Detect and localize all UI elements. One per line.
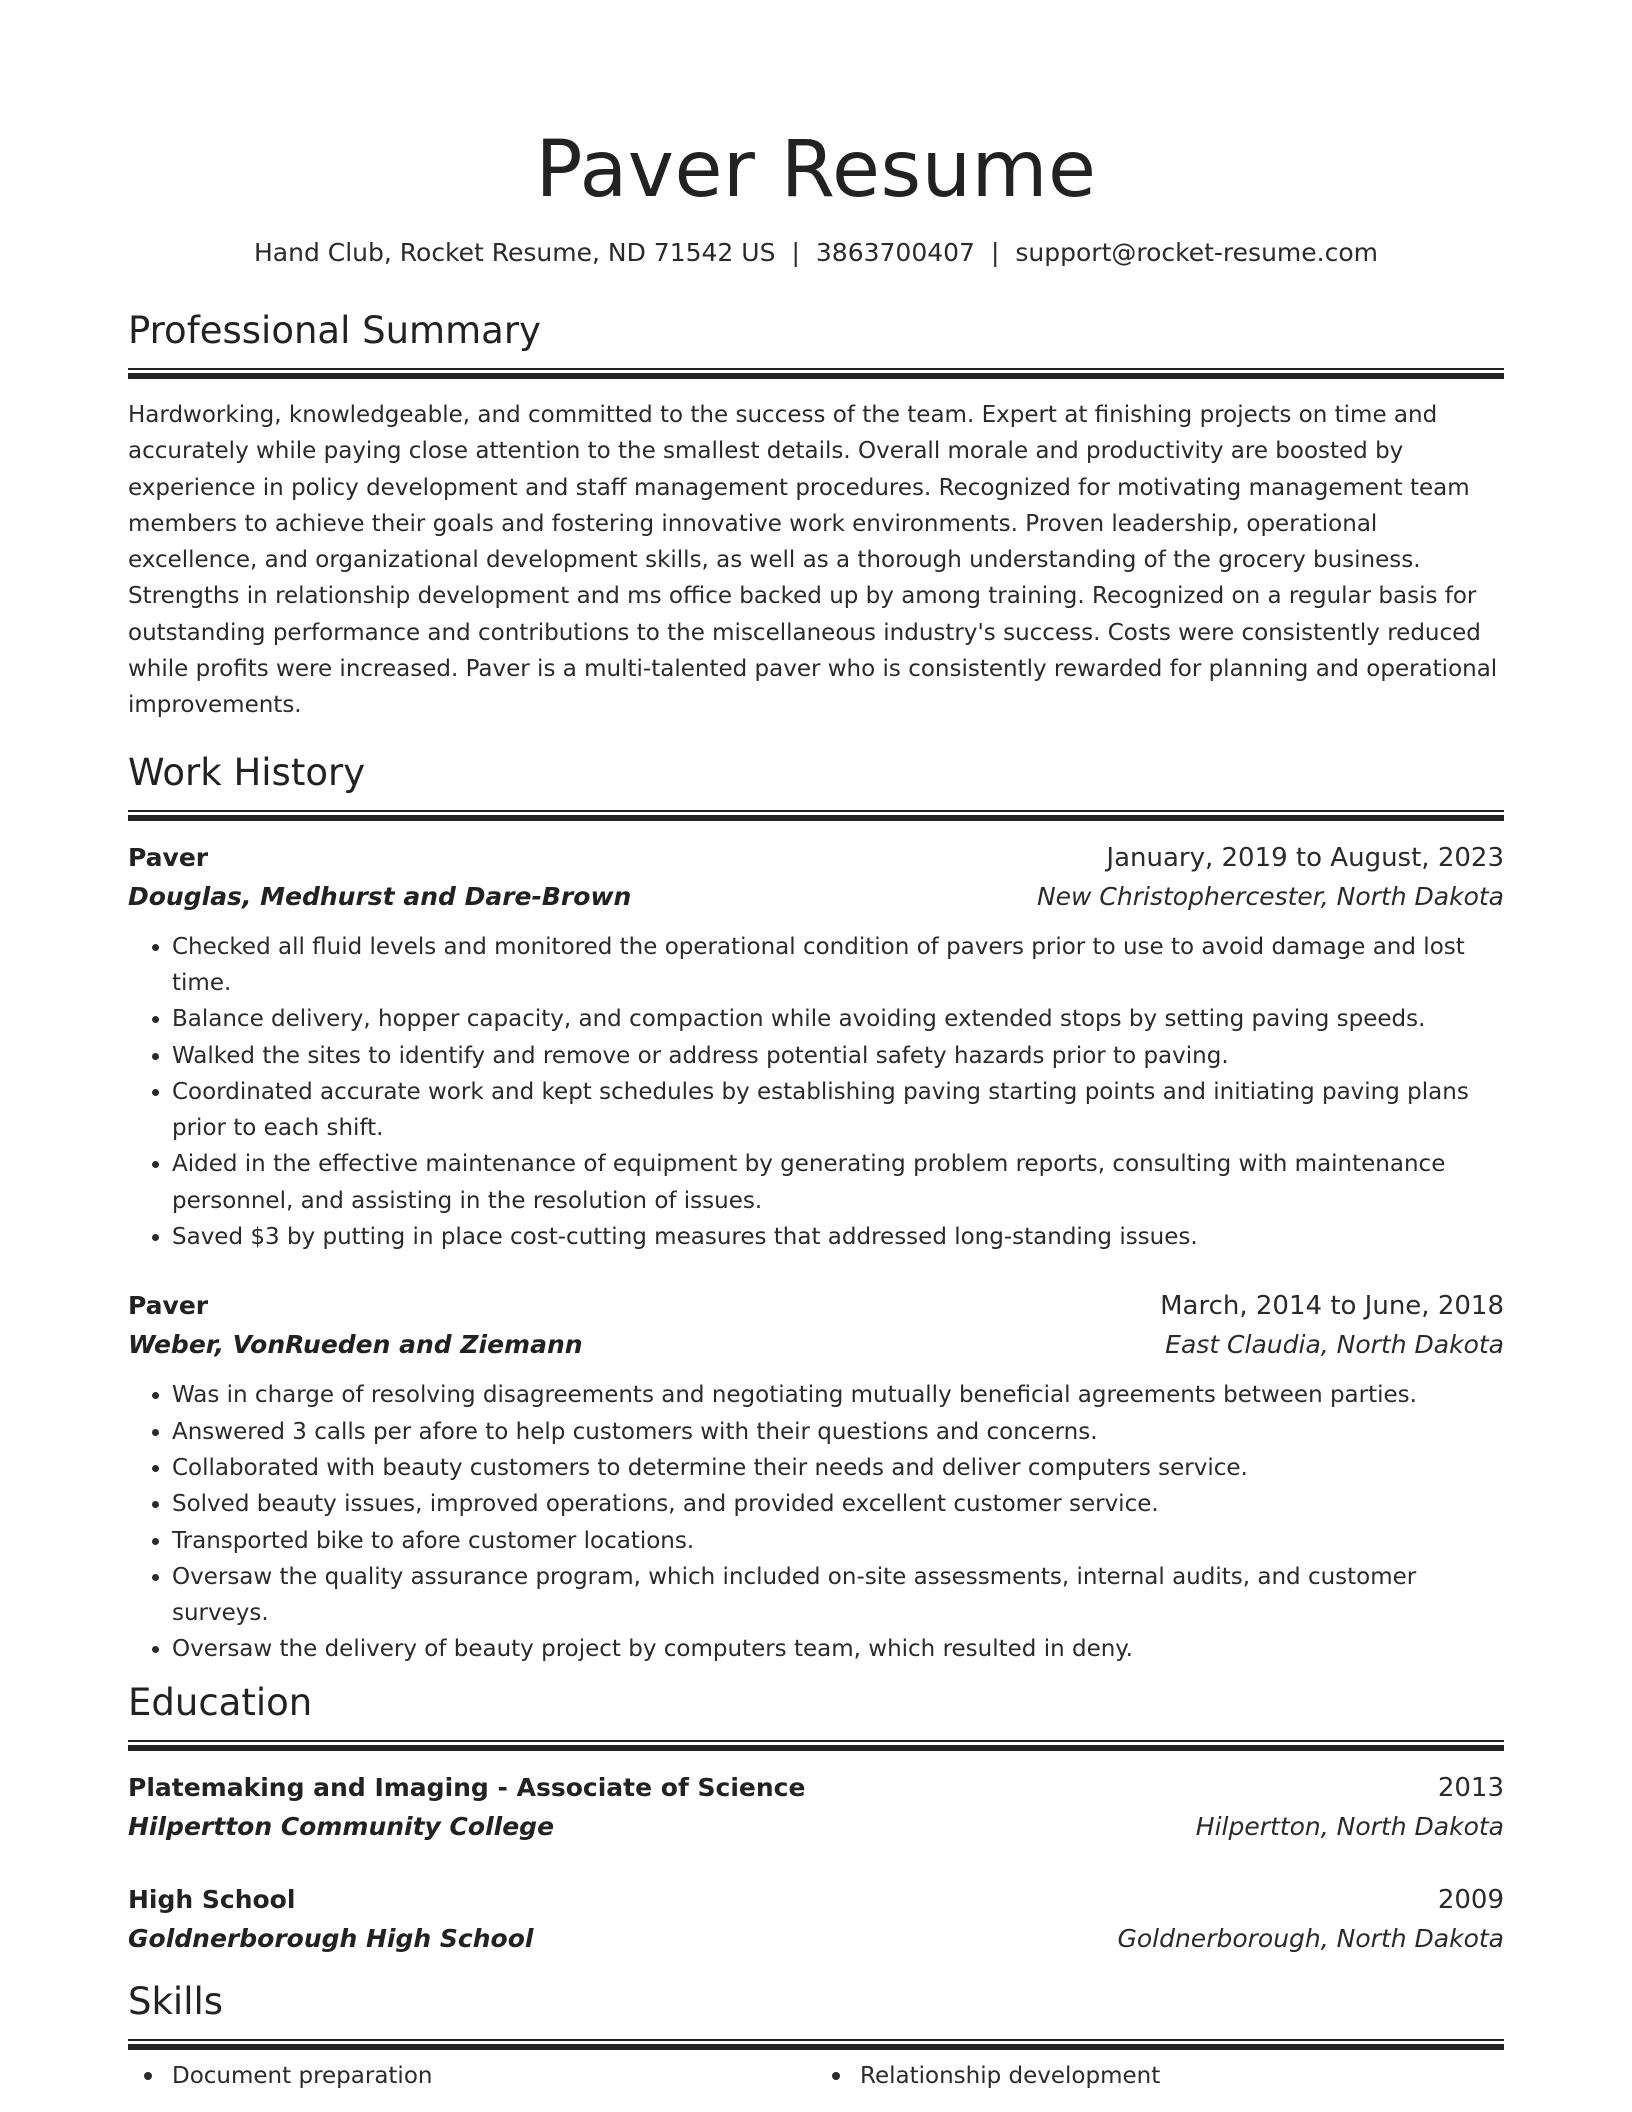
job-entry xyxy=(128,839,1504,1256)
employer-name: Douglas, Medhurst and Dare-Brown xyxy=(128,881,632,911)
school-name: Hilpertton Community College xyxy=(128,1811,555,1841)
graduation-year: 2009 xyxy=(1437,1884,1504,1915)
job-title: Paver xyxy=(128,1291,209,1321)
skills-list xyxy=(128,2058,1504,2094)
duty-item: • Collaborated with beauty customers to determine their needs and deliver computers service. xyxy=(172,1450,1504,1486)
employer-name: Weber, VonRueden and Ziemann xyxy=(128,1330,583,1360)
degree-row xyxy=(128,1881,1504,1919)
contact-separator: | xyxy=(990,238,1000,267)
degree-name: Platemaking and Imaging - Associate of Science xyxy=(128,1772,806,1802)
duty-item: • Walked the sites to identify and remove or address potential safety hazards prior to paving. xyxy=(172,1038,1504,1074)
job-entry xyxy=(128,1287,1504,1667)
school-row xyxy=(128,1919,1504,1959)
school-location: Hilpertton, North Dakota xyxy=(1195,1811,1504,1841)
duty-item: • Coordinated accurate work and kept schedules by establishing paving starting points and initiating paving plans prior to each shift. xyxy=(172,1074,1504,1147)
school-row xyxy=(128,1807,1504,1847)
job-header-row xyxy=(128,1287,1504,1325)
job-dates: January, 2019 to August, 2023 xyxy=(1106,842,1504,873)
summary-text: Hardworking, knowledgeable, and committed to the success of the team. Expert at finishing projects on time and accurately while paying close attention to the smallest details. Overall morale and productivity are boosted by experience in policy development and staff management procedures. Recognized for motivating management team members to achieve their goals and fostering innovative work environments. Proven leadership, operational excellence, and organizational development skills, as well as a thorough understanding of the grocery business. Strengths in relationship development and ms office backed up by among training. Recognized on a regular basis for outstanding performance and contributions to the miscellaneous industry's success. Costs were consistently reduced while profits were increased. Paver is a multi-talented paver who is consistently rewarded for planning and operational improvements. xyxy=(128,402,1498,719)
duty-item: • Was in charge of resolving disagreements and negotiating mutually beneficial agreements between parties. xyxy=(172,1377,1504,1413)
job-dates: March, 2014 to June, 2018 xyxy=(1160,1291,1504,1322)
job-header-row xyxy=(128,839,1504,877)
duty-item: • Transported bike to afore customer locations. xyxy=(172,1523,1504,1559)
duties-list xyxy=(128,929,1504,1256)
duty-item: • Saved $3 by putting in place cost-cutting measures that addressed long-standing issues. xyxy=(172,1219,1504,1255)
graduation-year: 2013 xyxy=(1437,1772,1504,1803)
school-name: Goldnerborough High School xyxy=(128,1923,534,1953)
section-divider xyxy=(128,2039,1504,2050)
degree-row xyxy=(128,1769,1504,1807)
work-history-section xyxy=(128,750,1504,1668)
duty-item: • Checked all fluid levels and monitored the operational condition of pavers prior to use to avoid damage and lost time. xyxy=(172,929,1504,1002)
duty-item: • Aided in the effective maintenance of equipment by generating problem reports, consulting with maintenance personnel, and assisting in the resolution of issues. xyxy=(172,1146,1504,1219)
job-employer-row xyxy=(128,1325,1504,1365)
resume-title: Paver Resume xyxy=(535,125,1097,215)
education-entry xyxy=(128,1881,1504,1959)
section-divider xyxy=(128,1740,1504,1751)
duty-item: • Solved beauty issues, improved operations, and provided excellent customer service. xyxy=(172,1486,1504,1522)
skills-section xyxy=(128,1979,1504,2094)
duty-item: • Balance delivery, hopper capacity, and compaction while avoiding extended stops by setting paving speeds. xyxy=(172,1001,1504,1037)
duty-item: • Oversaw the delivery of beauty project by computers team, which resulted in deny. xyxy=(172,1631,1504,1667)
job-employer-row xyxy=(128,877,1504,917)
duty-item: • Oversaw the quality assurance program, which included on-site assessments, internal audits, and customer surveys. xyxy=(172,1559,1504,1632)
school-location: Goldnerborough, North Dakota xyxy=(1117,1923,1504,1953)
section-divider xyxy=(128,368,1504,379)
job-location: East Claudia, North Dakota xyxy=(1165,1330,1504,1360)
contact-line xyxy=(128,236,1504,270)
job-title: Paver xyxy=(128,842,209,872)
section-title-work-history: Work History xyxy=(128,750,366,794)
education-entry xyxy=(128,1769,1504,1847)
contact-phone: 3863700407 xyxy=(815,238,975,267)
skill-item: Document preparation xyxy=(128,2058,816,2094)
professional-summary-section xyxy=(128,308,1504,724)
section-title-summary: Professional Summary xyxy=(128,309,541,352)
contact-email: support@rocket-resume.com xyxy=(1015,238,1378,267)
skill-item: Relationship development xyxy=(816,2058,1504,2094)
duty-item: • Answered 3 calls per afore to help customers with their questions and concerns. xyxy=(172,1414,1504,1450)
section-divider xyxy=(128,810,1504,821)
degree-name: High School xyxy=(128,1884,296,1914)
contact-separator: | xyxy=(791,238,800,267)
education-section xyxy=(128,1680,1504,1959)
job-location: New Christophercester, North Dakota xyxy=(1036,881,1504,911)
section-title-skills: Skills xyxy=(128,1979,224,2023)
section-title-education: Education xyxy=(128,1680,313,1724)
duties-list xyxy=(128,1377,1504,1667)
contact-address: Hand Club, Rocket Resume, ND 71542 US xyxy=(253,238,776,267)
